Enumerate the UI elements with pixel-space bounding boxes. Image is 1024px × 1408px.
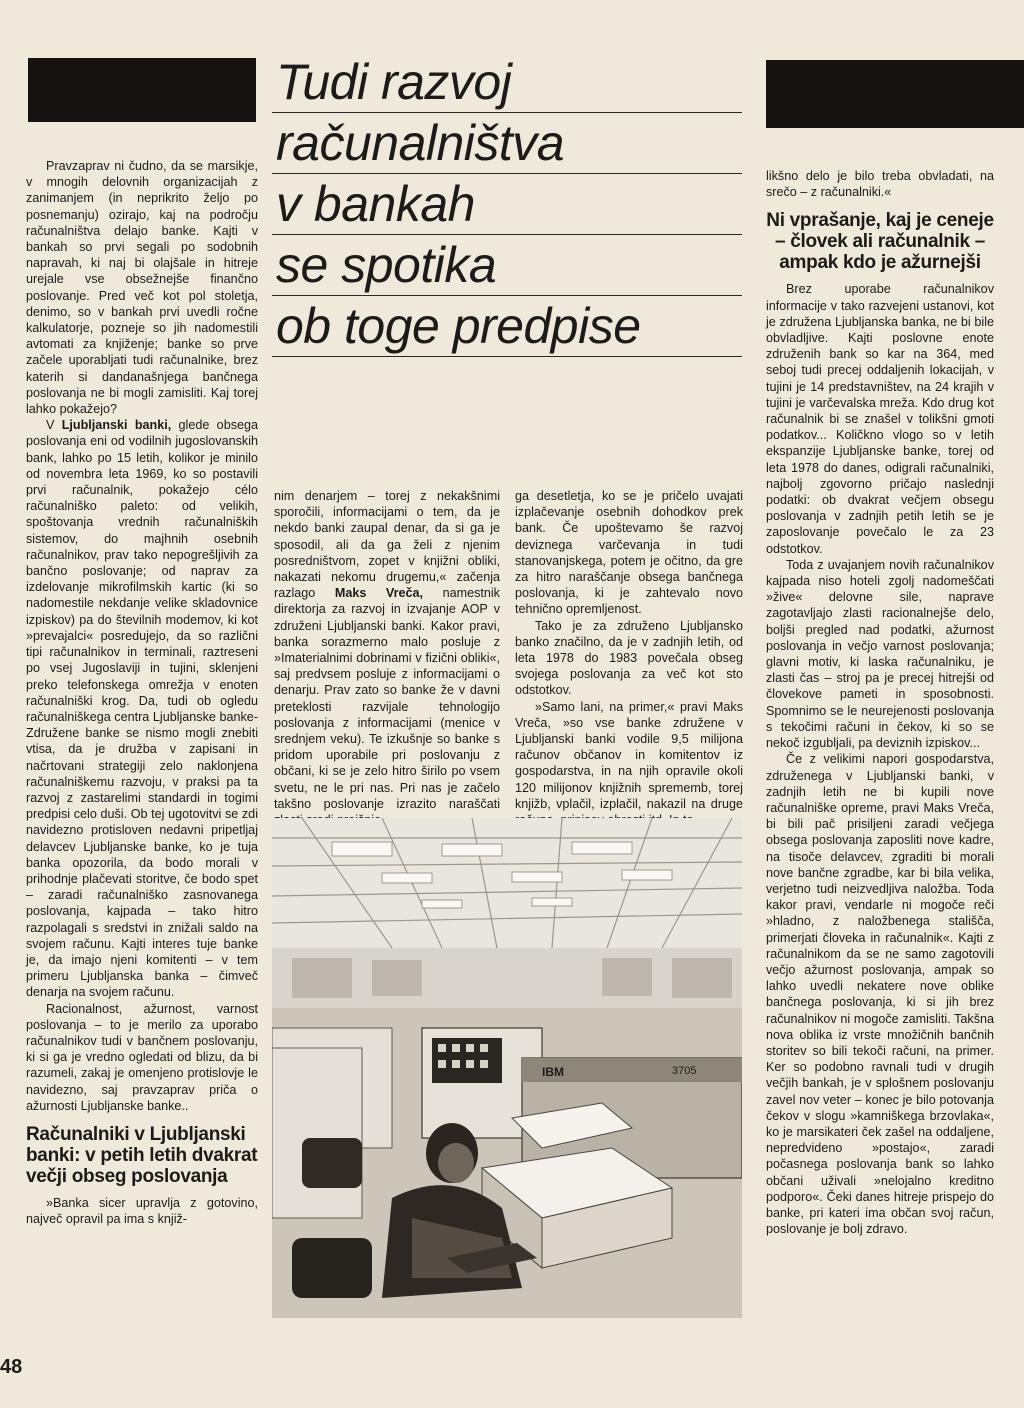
col4-paragraph-2: Brez uporabe računalnikov informacije v tako razvejeni ustanovi, kot je združena Ljubljanska banka, ne bi bile obvladljive. Kajti poslovne enote združenih bank so kar na 364, med seboj tudi precej oddaljenih lokacijah, v tujini je 14 predstavništev, na 24 krajih v tujini je varčevalska mreža. Kdo drug kot računalnik bi se znašel v tolikšni gmoti podatkov... Količkno vlogo so v letih ekspanzije Ljubljanske banke, torej od leta 1978 do danes, odigrali računalniki, najbolj zgovorno pričajo naslednji podatki: ob dvakrat večjem obsegu poslovanja v zadnjih petih letih se je zaposlovanje povečalo le za 23 odstotkov.: [766, 282, 994, 556]
headline-line-1: Tudi razvoj: [272, 52, 742, 113]
col2-p1-bold: Maks Vreča,: [334, 586, 424, 601]
column-4: [766, 168, 994, 1237]
headline: [272, 52, 742, 357]
col4-paragraph-1: likšno delo je bilo treba obvladati, na srečo – z računalniki.«: [766, 169, 994, 200]
col4-paragraph-3: Toda z uvajanjem novih računalnikov kajpada niso hoteli zgolj nadomeščati »žive« delovne sile, naprave zagotavljajo zlasti racionalnejše delo, boljši pregled nad podatki, ažurnost poslovanja in večjo varnost poslovanja; glavni motiv, ki laska računalniku, je zlasti čas – stroj pa je precej hitrejši od človekove pameti in sposobnosti. Spomnimo se le neurejenosti poslovanja s tekočimi računi in čekov, ki so se nekoč izgubljali, pa deviznih izpiskov...: [766, 557, 994, 751]
column-1: [26, 158, 258, 1227]
photo-illustration: [272, 818, 742, 1318]
col4-paragraph-4: Če z velikimi napori gospodarstva, združenega v Ljubljanski banki, v zadnjih letih ne bi kupili nove računalniške opreme, pravi Maks Vreča, bi bili pač prisiljeni zaradi večjega obsega poslovanja zaposliti nove kadre, na tisoče delavcev, zgraditi bi morali nove bančne zgradbe, kar bi bila velika, verjetno tudi neizvedljiva naložba. Toda kakor pravi, vendarle ni mogoče reči »hladno, z naložbenega stališča, primerjati človeka in računalnik«. Kajti z računalnikom da se ne samo zagotovili večjo ažurnost poslovanja, ampak so lahko uvedli nekatere nove oblike bančnega poslovanja, ki si jih brez računalnikov ni mogoče zamisliti. Takšna nova oblika iz vrste množičnih bančnih storitev so bili tekoči računi, na primer. Ker so podobno ravnali tudi v drugih večjih bankah, je v splošnem poslovanju zavel nov veter – konec je bilo potovanja čekov v slogu »kamniškega brzovlaka«, ko je marsikateri ček zašel na oddaljene, nepredvideno »postajo«, zaradi počasnega poslovanja bank so lahko občani uživali »nelojalno kreditno podporo«. Čeki danes hitreje prispejo do banke, pri kateri ima občan svoj račun, poslovanje je bolj zdravo.: [766, 752, 994, 1237]
col1-paragraph-4: »Banka sicer upravlja z gotovino, največ opravil pa ima s knjiž-: [26, 1195, 258, 1227]
col4-subheading: Ni vprašanje, kaj je ceneje – človek ali računalnik – ampak kdo je ažurnejši: [766, 210, 994, 274]
col3-paragraph-1: ga desetletja, ko se je pričelo uvajati izplačevanje osebnih dohodkov prek bank. Če upoštevamo še razvoj deviznega varčevanja in tudi stanovanjskega, potem je očitno, da gre za hitro naraščanje obsega bančnega poslovanja, ki je zahtevalo novo tehnično opremljenost.: [515, 489, 743, 617]
col1-paragraph-1: Pravzaprav ni čudno, da se marsikje, v mnogih delovnih organizacijah z zanimanjem (in neprikrito željo po posnemanju) ozirajo, kaj na področju računalništva delajo banke. Kajti v bankah so prvi segali po sodobnih napravah, ki naj bi olajšale in hitreje urejale vse obsežnejše finančno poslovanje. Pred več kot pol stoletja, denimo, so v bankah prvi uvedli ročne kalkulatorje, pozneje so jih nadomestili avtomati za knjiženje; banke so prve začele uporabljati tudi računalnike, brez katerih si dandanašnjega bančnega poslovanja ne bi mogli zamisliti. Kaj torej lahko pokažejo?: [26, 159, 258, 417]
col1-subheading: Računalniki v Ljubljanski banki: v petih letih dvakrat večji obseg poslovanja: [26, 1123, 258, 1187]
photo-ibm-label: IBM: [542, 1065, 564, 1079]
col3-paragraph-2: Tako je za združeno Ljubljansko banko značilno, da je v zadnjih letih, od leta 1978 do 1983 povečala obseg svojega poslovanja za več kot sto odstotkov.: [515, 618, 743, 698]
headline-line-3: v bankah: [272, 174, 742, 235]
col1-paragraph-3: Racionalnost, ažurnost, varnost poslovanja – to je merilo za uporabo računalnikov tudi v bančnem poslovanju, ki si ga je vredno ogledati od blizu, da bi razumeli, zakaj je omenjeno protislovje le navidezno, saj pravzaprav priča o ažurnosti Ljubljanske banke..: [26, 1001, 258, 1113]
col1-p2-bold: Ljubljanski banki,: [61, 418, 172, 433]
right-header-bar: [766, 60, 1024, 128]
headline-line-5: ob toge predpise: [272, 296, 742, 357]
column-2: [274, 488, 500, 828]
page-number: 48: [0, 1356, 23, 1378]
column-3: [515, 488, 743, 828]
col3-paragraph-3: »Samo lani, na primer,« pravi Maks Vreča, »so vse banke združene v Ljubljanski banki vodile 9,5 milijona računov občanov in komitentov iz gospodarstva, in na njih opravile okoli 120 milijonov knjižnih sprememb, torej knjižb, vplačil, izplačil, nakazil na druge: [515, 699, 743, 811]
col1-p2-lead: V: [46, 418, 62, 433]
col1-paragraph-2: [26, 417, 258, 1000]
headline-line-4: se spotika: [272, 235, 742, 296]
col2-p1-a: nim denarjem – torej z nekakšnimi sporočili, informacijami o tem, da je nekdo banki zaupal denar, da si ga je sposodil, ali da ga želi z njenim posredništvom, zopet v knjižni obliki, nakazati nekomu drugemu,« začenja razlago: [274, 489, 500, 601]
col2-p1-b: namestnik direktorja za razvoj in izvajanje AOP v združeni Ljubljanski banki. Kakor pravi, banka sorazmerno malo posluje z »Imaterialnimi dobrinami v fizični obliki«, saj predvsem posluje z informacijami o denarju. Prav zato so banke že v davni preteklosti razvijale tehnologijo poslovanja z informacijami (menice v srednjem veku). Te izkušnje so banke s pridom uporabile pri poslovanju z občani, ki se je zelo hitro širilo po vsem svetu, ne le pri nas. Pri nas je začelo takšno poslovanje izrazito naraščati: [274, 586, 500, 811]
col2-paragraph-1: [274, 488, 500, 828]
photo-model-label: 3705: [672, 1065, 697, 1077]
left-header-bar: [28, 58, 256, 122]
col1-p2-rest: glede obsega poslovanja eni od vodilnih jugoslovanskih bank, lahko po 15 letih, kolikor je minilo od novembra leta 1969, ko so postavili prvi računalnik, pokažejo célo računalniško paleto: od velikih, spoštovanja vrednih računalniških sistemov, do majhnih osebnih računalnikov, prav tako nepogrešljivih za bančno poslovanje; od naprav za izdelovanje mikrofilmskih kartic (ki so nadomestile nekdanje velike skladovnice izpiskov) pa do številnih modemov, ki kot »prevajalci« posredujejo, da so različni tipi računalnikov in terminali, raztreseni po vsej Jugoslaviji in tujini, sklenjeni preko telefonskega omrežja v enoten računalniški krog. Da, tudi ob ogledu računalniškega centra Ljubljanske banke-Združene banke se nismo mogli znebiti vtisa, da je družba v zapisani in načrtovani strategiji zelo naklonjena računalniškemu razvoju, v praksi pa ta razvoj z zastarelimi standardi in togimi predpisi celo duši. Ob tej ugotovitvi se zdi navidezno protisloven nedavni pripetljaj delavcev Ljubljanske banke, ko je tuja banka opozorila, da bodo morali v prihodnje plačevati storitve, če bodo spet – zaradi računalniško zasnovanega poslovanja, kajpada – tako hitro razpolagali s sredstvi in znižali saldo na svojem računu. Kajti interes tuje banke je, da imajo njeni komitenti – v tem primeru Ljubljanska banka – čimveč denarja na svojem računu.: [26, 418, 259, 1000]
computer-center-photo: [272, 818, 742, 1318]
headline-line-2: računalništva: [272, 113, 742, 174]
